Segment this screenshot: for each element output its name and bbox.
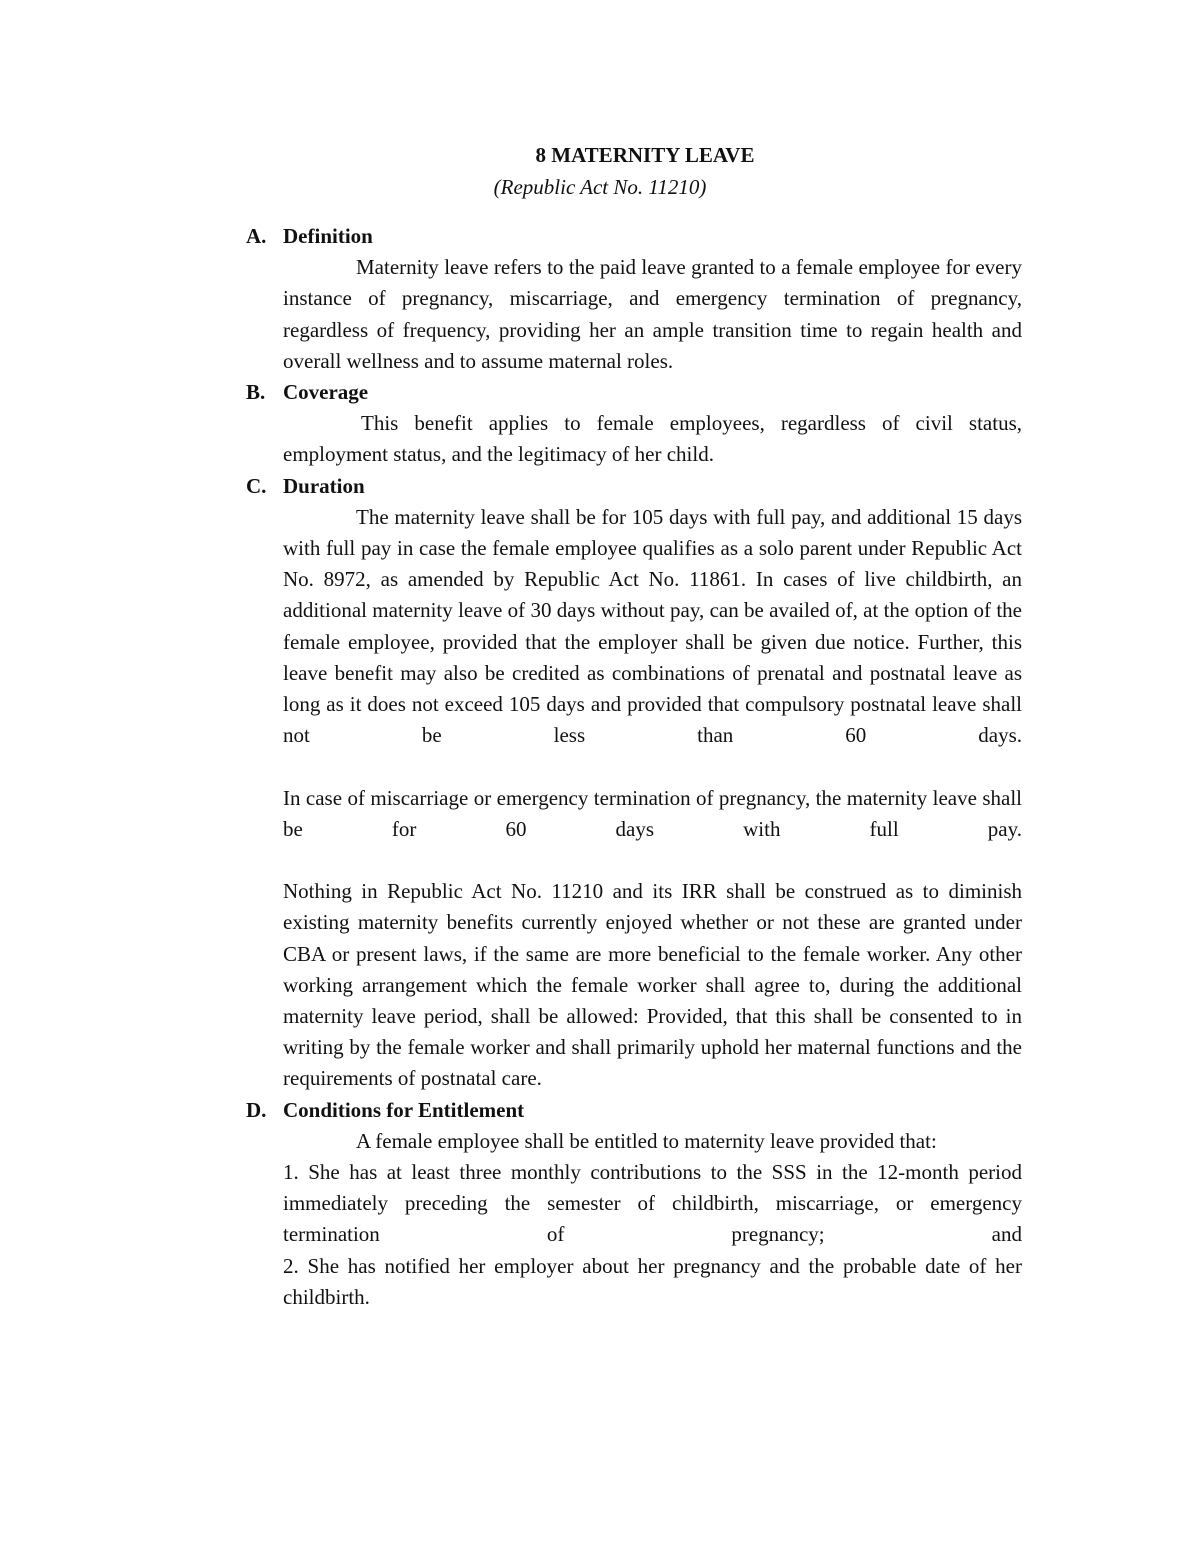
section-heading-conditions <box>246 1095 1022 1126</box>
section-heading-text: Duration <box>283 473 365 498</box>
definition-paragraph: Maternity leave refers to the paid leave granted to a female employee for every instance of pregnancy, miscarriage, and emergency termination of pregnancy, regardless of frequency, providing her an ample transition time to regain health and overall wellness and to assume maternal roles. <box>283 255 1022 373</box>
section-letter: D. <box>246 1097 267 1122</box>
page-subtitle: (Republic Act No. 11210) <box>493 175 707 199</box>
section-heading-duration <box>246 471 1022 502</box>
document-body <box>246 221 1022 1313</box>
section-heading-definition <box>246 221 1022 252</box>
condition-item: 1. She has at least three monthly contributions to the SSS in the 12-month period immediately preceding the semester of childbirth, miscarriage, or emergency termination of pregnancy; and <box>283 1160 1022 1247</box>
duration-paragraph: The maternity leave shall be for 105 days with full pay, and additional 15 days with full pay in case the female employee qualifies as a solo parent under Republic Act No. 8972, as amended by Republic Act No. 11861. In cases of live childbirth, an additional maternity leave of 30 days without pay, can be availed of, at the option of the female employee, provided that the employer shall be given due notice. Further, this leave benefit may also be credited as combinations of prenatal and postnatal leave as long as it does not exceed 105 days and provided that compulsory postnatal leave shall not be less than 60 days. <box>283 504 1022 748</box>
conditions-intro: A female employee shall be entitled to maternity leave provided that: <box>356 1128 937 1153</box>
page-title: 8 MATERNITY LEAVE <box>535 143 755 167</box>
miscarriage-paragraph: In case of miscarriage or emergency termination of pregnancy, the maternity leave shall be for 60 days with full pay. <box>283 785 1022 841</box>
section-letter: B. <box>246 380 266 405</box>
section-heading-text: Coverage <box>283 380 369 405</box>
existing-benefits-paragraph: Nothing in Republic Act No. 11210 and its IRR shall be construed as to diminish existing maternity benefits currently enjoyed whether or not these are granted under CBA or present laws, if the same are more beneficial to the female worker. Any other working arrangement which the female worker shall agree to, during the additional maternity leave period, shall be allowed: Provided, that this shall be consented to in writing by the female worker and shall primarily uphold her maternal functions and the requirements of postnatal care. <box>283 879 1022 1091</box>
coverage-paragraph: This benefit applies to female employees, regardless of civil status, employment status, and the legitimacy of her child. <box>283 411 1022 467</box>
section-letter: C. <box>246 473 267 498</box>
section-heading-text: Conditions for Entitlement <box>283 1097 525 1122</box>
section-heading-coverage <box>246 377 1022 408</box>
paragraph-spacer <box>246 751 1022 782</box>
condition-item: 2. She has notified her employer about her pregnancy and the probable date of her childbirth. <box>283 1253 1022 1309</box>
section-heading-text: Definition <box>283 224 373 248</box>
section-letter: A. <box>246 224 267 248</box>
paragraph-spacer <box>246 845 1022 876</box>
